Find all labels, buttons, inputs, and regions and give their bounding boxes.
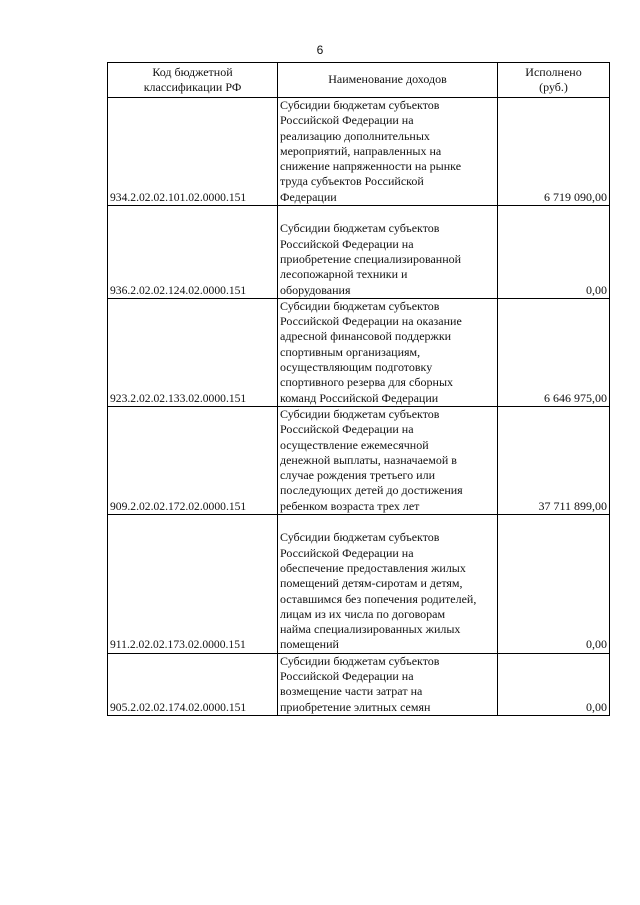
revenue-name-cell — [278, 515, 498, 654]
table-row — [108, 515, 610, 654]
budget-code-cell: 905.2.02.02.174.02.0000.151 — [108, 653, 278, 715]
revenue-name-line: Российской Федерации на — [280, 668, 414, 683]
revenue-name-cell — [278, 98, 498, 206]
revenue-name-line: ребенком возраста трех лет — [280, 498, 420, 513]
header-name-line: Наименование доходов — [328, 72, 447, 87]
revenue-name-line: спортивного резерва для сборных — [280, 375, 454, 390]
executed-amount-cell: 0,00 — [498, 206, 610, 299]
revenue-name-line: приобретение элитных семян — [280, 699, 431, 714]
revenue-name-line: лицам из их числа по договорам — [280, 606, 446, 621]
revenue-name-line: реализацию дополнительных — [280, 128, 430, 143]
revenue-name-line: спортивным организациям, — [280, 344, 421, 359]
revenue-name-line: возмещение части затрат на — [280, 684, 423, 699]
budget-code-cell: 911.2.02.02.173.02.0000.151 — [108, 515, 278, 654]
revenue-name-line: осуществляющим подготовку — [280, 360, 433, 375]
revenue-name-line: команд Российской Федерации — [280, 390, 439, 405]
header-name — [278, 63, 498, 98]
executed-amount-cell: 37 711 899,00 — [498, 406, 610, 514]
revenue-name-line: Российской Федерации на — [280, 545, 414, 560]
revenue-name-line: снижение напряженности на рынке — [280, 159, 462, 174]
header-code-line: классификации РФ — [143, 80, 242, 94]
revenue-name-line: денежной выплаты, назначаемой в — [280, 452, 457, 467]
table-row — [108, 406, 610, 514]
revenue-name-line: Субсидии бюджетам субъектов — [280, 530, 440, 545]
table-row — [108, 653, 610, 715]
revenue-name-line: труда субъектов Российской — [280, 174, 424, 189]
revenue-name-cell — [278, 653, 498, 715]
revenue-name-line: приобретение специализированной — [280, 251, 462, 266]
revenue-name-line: Российской Федерации на оказание — [280, 314, 462, 329]
header-amount-line: Исполнено — [525, 64, 582, 79]
revenue-name-cell — [278, 206, 498, 299]
revenue-name-line: Российской Федерации на — [280, 113, 414, 128]
revenue-name-line: адресной финансовой поддержки — [280, 329, 452, 344]
table-row — [108, 206, 610, 299]
budget-code-cell: 909.2.02.02.172.02.0000.151 — [108, 406, 278, 514]
revenue-name-line: Субсидии бюджетам субъектов — [280, 653, 440, 668]
budget-code-cell: 923.2.02.02.133.02.0000.151 — [108, 298, 278, 406]
revenue-name-line: помещений детям-сиротам и детям, — [280, 576, 463, 591]
revenue-name-line: помещений — [280, 637, 339, 652]
budget-code-cell: 936.2.02.02.124.02.0000.151 — [108, 206, 278, 299]
revenue-name-line: оставшимся без попечения родителей, — [280, 591, 477, 606]
header-code-line: Код бюджетной — [152, 64, 233, 79]
executed-amount-cell: 6 646 975,00 — [498, 298, 610, 406]
revenue-name-cell — [278, 298, 498, 406]
revenue-name-line: осуществление ежемесячной — [280, 437, 429, 452]
table-header-row — [108, 63, 610, 98]
revenue-name-line: Субсидии бюджетам субъектов — [280, 298, 440, 313]
executed-amount-cell: 0,00 — [498, 653, 610, 715]
revenue-name-line: найма специализированных жилых — [280, 622, 461, 637]
revenue-name-line: Федерации — [280, 189, 337, 204]
revenue-name-line: обеспечение предоставления жилых — [280, 560, 466, 575]
revenue-name-line — [280, 515, 495, 530]
revenue-name-line: мероприятий, направленных на — [280, 143, 442, 158]
revenue-name-line: Субсидии бюджетам субъектов — [280, 221, 440, 236]
revenue-table — [107, 62, 610, 716]
revenue-name-line — [280, 206, 495, 221]
executed-amount-cell: 0,00 — [498, 515, 610, 654]
revenue-name-cell — [278, 406, 498, 514]
revenue-name-line: лесопожарной техники и — [280, 267, 408, 282]
executed-amount-cell: 6 719 090,00 — [498, 98, 610, 206]
revenue-name-line: случае рождения третьего или — [280, 468, 436, 483]
header-amount — [498, 63, 610, 98]
revenue-name-line: Субсидии бюджетам субъектов — [280, 406, 440, 421]
header-amount-line: (руб.) — [539, 80, 568, 94]
table-row — [108, 298, 610, 406]
page-number: 6 — [316, 43, 324, 57]
budget-code-cell: 934.2.02.02.101.02.0000.151 — [108, 98, 278, 206]
revenue-name-line: оборудования — [280, 282, 351, 297]
revenue-name-line: Субсидии бюджетам субъектов — [280, 98, 440, 112]
revenue-name-line: Российской Федерации на — [280, 422, 414, 437]
revenue-name-line: Российской Федерации на — [280, 236, 414, 251]
revenue-name-line: последующих детей до достижения — [280, 483, 463, 498]
header-code — [108, 63, 278, 98]
table-row — [108, 98, 610, 206]
